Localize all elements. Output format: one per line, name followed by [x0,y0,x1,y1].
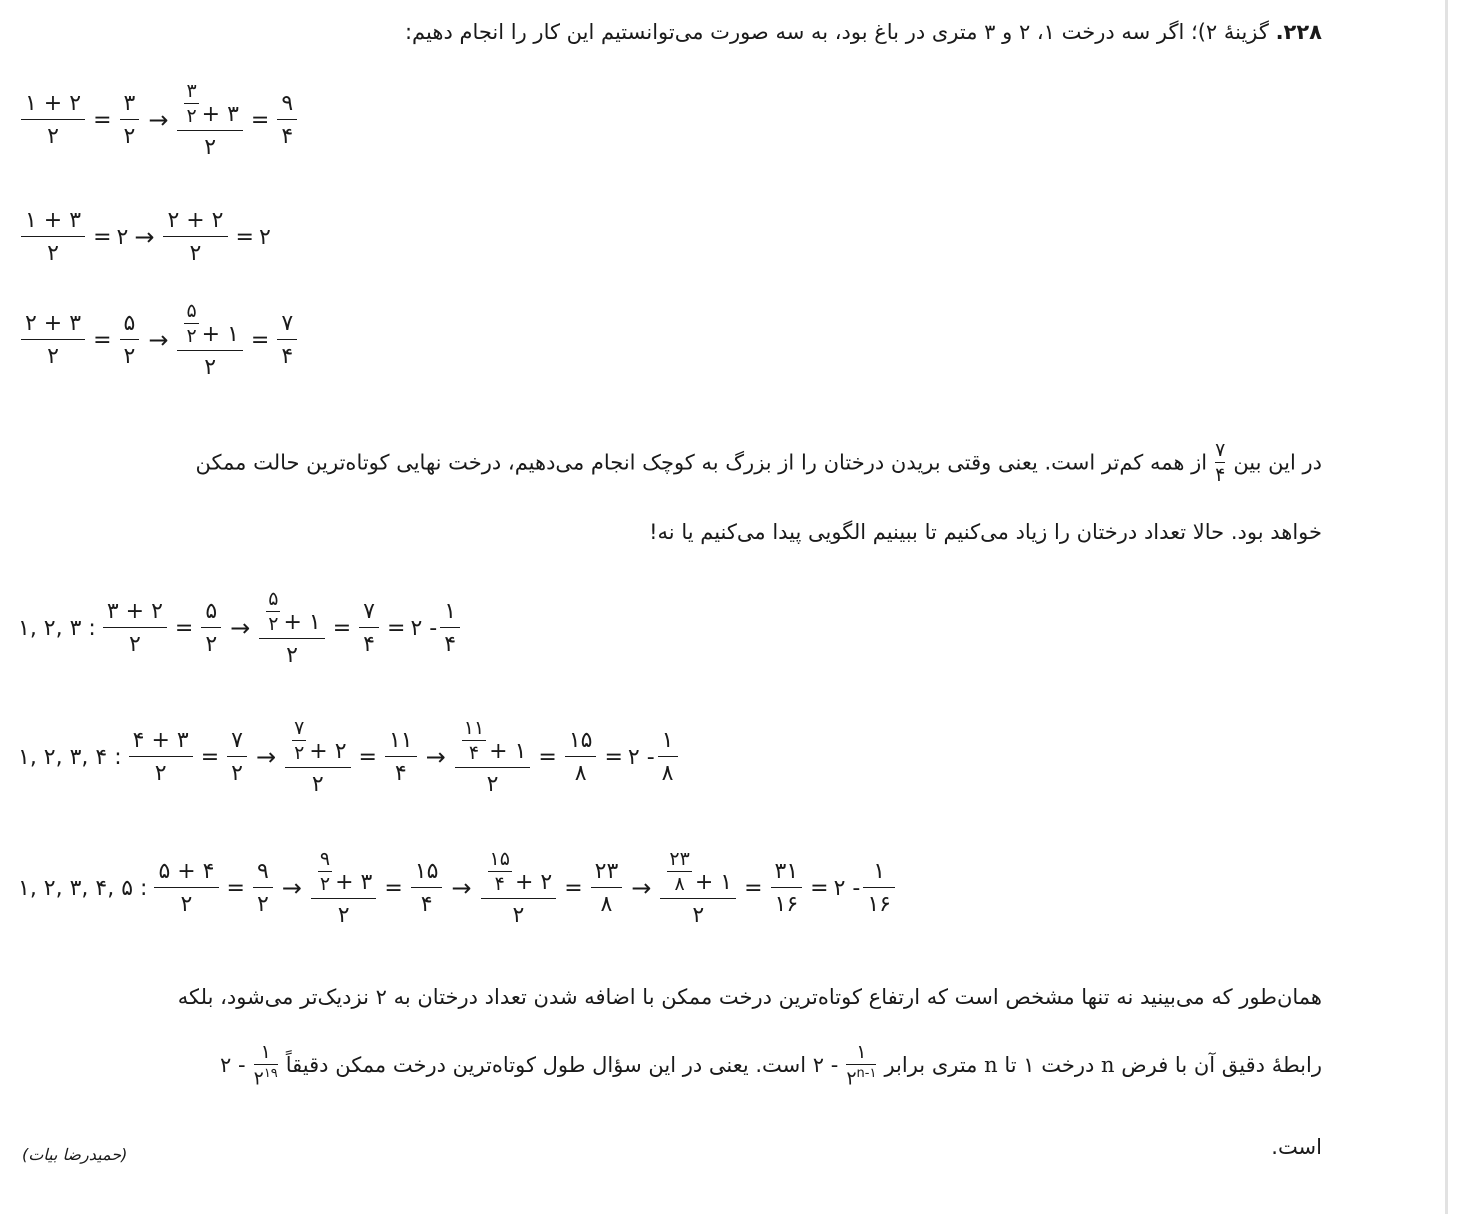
arrow-icon: → [425,743,446,771]
paragraph-3-line-1: همان‌طور که می‌بینید نه تنها مشخص است که ارتفاع کوتاه‌ترین درخت ممکن با اضافه شدن تعداد درختان به ۲ نزدیک‌تر می‌شود، بلکه [177,985,1322,1009]
page-edge [1445,0,1448,1214]
arrow-icon: → [281,874,302,902]
arrow-icon: → [148,326,169,354]
arrow-icon: → [148,106,169,134]
equation-2 [18,208,271,266]
intro-text: گزینهٔ ۲)؛ اگر سه درخت ۱، ۲ و ۳ متری در باغ بود، به سه صورت می‌توانستیم این کار را انجام دهیم: [404,20,1269,44]
paragraph-2-line-1: در این بین ۷ ۴ از همه کم‌تر است. یعنی وقتی بریدن درختان را از بزرگ به کوچک انجام می‌دهیم، درخت نهایی کوتاه‌ترین حالت ممکن [195,439,1322,486]
nested-fraction: $\frac{۵}{۲}$ + ۱ ۲ [177,300,242,380]
equals-sign: = [93,327,112,353]
inline-fraction: ۷ ۴ [1215,439,1226,486]
pattern-row-4-trees: ۱, ۲, ۳, ۴ : $\frac{۴ + ۳}{۲}$ = $\frac{۷}{۲}$ → $\frac{۷}{۲}$ + ۲ ۲ = $\frac{۱۱}{۴}$ → $\frac{۱۱}{۴}$ + ۱ ۲ = $\frac{۱۵}{۸}$ = ۲ - $\frac{۱}{۸}$ [18,717,681,797]
arrow-icon: → [230,614,251,642]
inline-fraction: ۱ ۲$^{n-۱}$ [846,1041,877,1090]
arrow-icon: → [631,874,652,902]
equation-3 [18,300,300,380]
intro-line [405,20,1322,44]
fraction: $\frac{۷}{۴}$ [277,311,297,369]
fraction: $\frac{۱ + ۲}{۲}$ [21,91,85,149]
paragraph-3-line-2: رابطهٔ دقیق آن با فرض n درخت ۱ تا n متری برابر ۱ ۲$^{n-۱}$ - ۲ است. یعنی در این سؤال طول کوتاه‌ترین درخت ممکن دقیقاً ۱ $۲^{۱۹}$ - ۲ [220,1041,1322,1090]
question-number: ۲۲۸. [1275,20,1322,44]
row-label: ۱, ۲, ۳, ۴ : [18,744,122,770]
equals-sign: = [250,107,270,133]
pattern-row-5-trees: ۱, ۲, ۳, ۴, ۵ : $\frac{۵ + ۴}{۲}$ = $\frac{۹}{۲}$ → $\frac{۹}{۲}$ + ۳ ۲ = $\frac{۱۵}{۴}$ → $\frac{۱۵}{۴}$ + ۲ ۲ = $\frac{۲۳}{۸}$ → $\frac{۲۳}{۸}$ + ۱ ۲ = $\frac{۳۱}{۱۶}$ = ۲ - $\frac{۱}{۱۶}$ [18,848,898,928]
arrow-icon: → [451,874,472,902]
value: ۲ [116,224,129,250]
equals-sign: = [235,224,254,250]
fraction: $\frac{۹}{۴}$ [277,91,297,149]
pattern-row-3-trees: ۱, ۲, ۳ : $\frac{۳ + ۲}{۲}$ = $\frac{۵}{۲}$ → $\frac{۵}{۲}$ + ۱ ۲ = $\frac{۷}{۴}$ = ۲ - $\frac{۱}{۴}$ [18,588,463,668]
fraction: $\frac{۳}{۲}$ [120,91,140,149]
equation-1 [18,80,300,160]
paragraph-2-line-2: خواهد بود. حالا تعداد درختان را زیاد می‌کنیم تا ببینیم الگویی پیدا می‌کنیم یا نه! [649,520,1322,544]
equals-sign: = [250,327,270,353]
nested-fraction: $\frac{۳}{۲}$ + ۳ ۲ [177,80,242,160]
fraction: $\frac{۲ + ۳}{۲}$ [21,311,85,369]
equals-sign: = [93,224,112,250]
author-signature: (حمیدرضا بیات) [22,1145,128,1164]
arrow-icon: → [134,223,155,251]
fraction: $\frac{۲ + ۲}{۲}$ [163,208,227,266]
fraction: $\frac{۵}{۲}$ [120,311,140,369]
row-label: ۱, ۲, ۳, ۴, ۵ : [18,875,148,901]
inline-fraction: ۱ $۲^{۱۹}$ [253,1041,278,1090]
arrow-icon: → [255,743,277,771]
fraction: $\frac{۱ + ۳}{۲}$ [21,208,85,266]
equals-sign: = [93,107,112,133]
row-label: ۱, ۲, ۳ : [18,615,96,641]
value: ۲ [258,224,271,250]
paragraph-3-line-3: است. [1271,1135,1322,1159]
